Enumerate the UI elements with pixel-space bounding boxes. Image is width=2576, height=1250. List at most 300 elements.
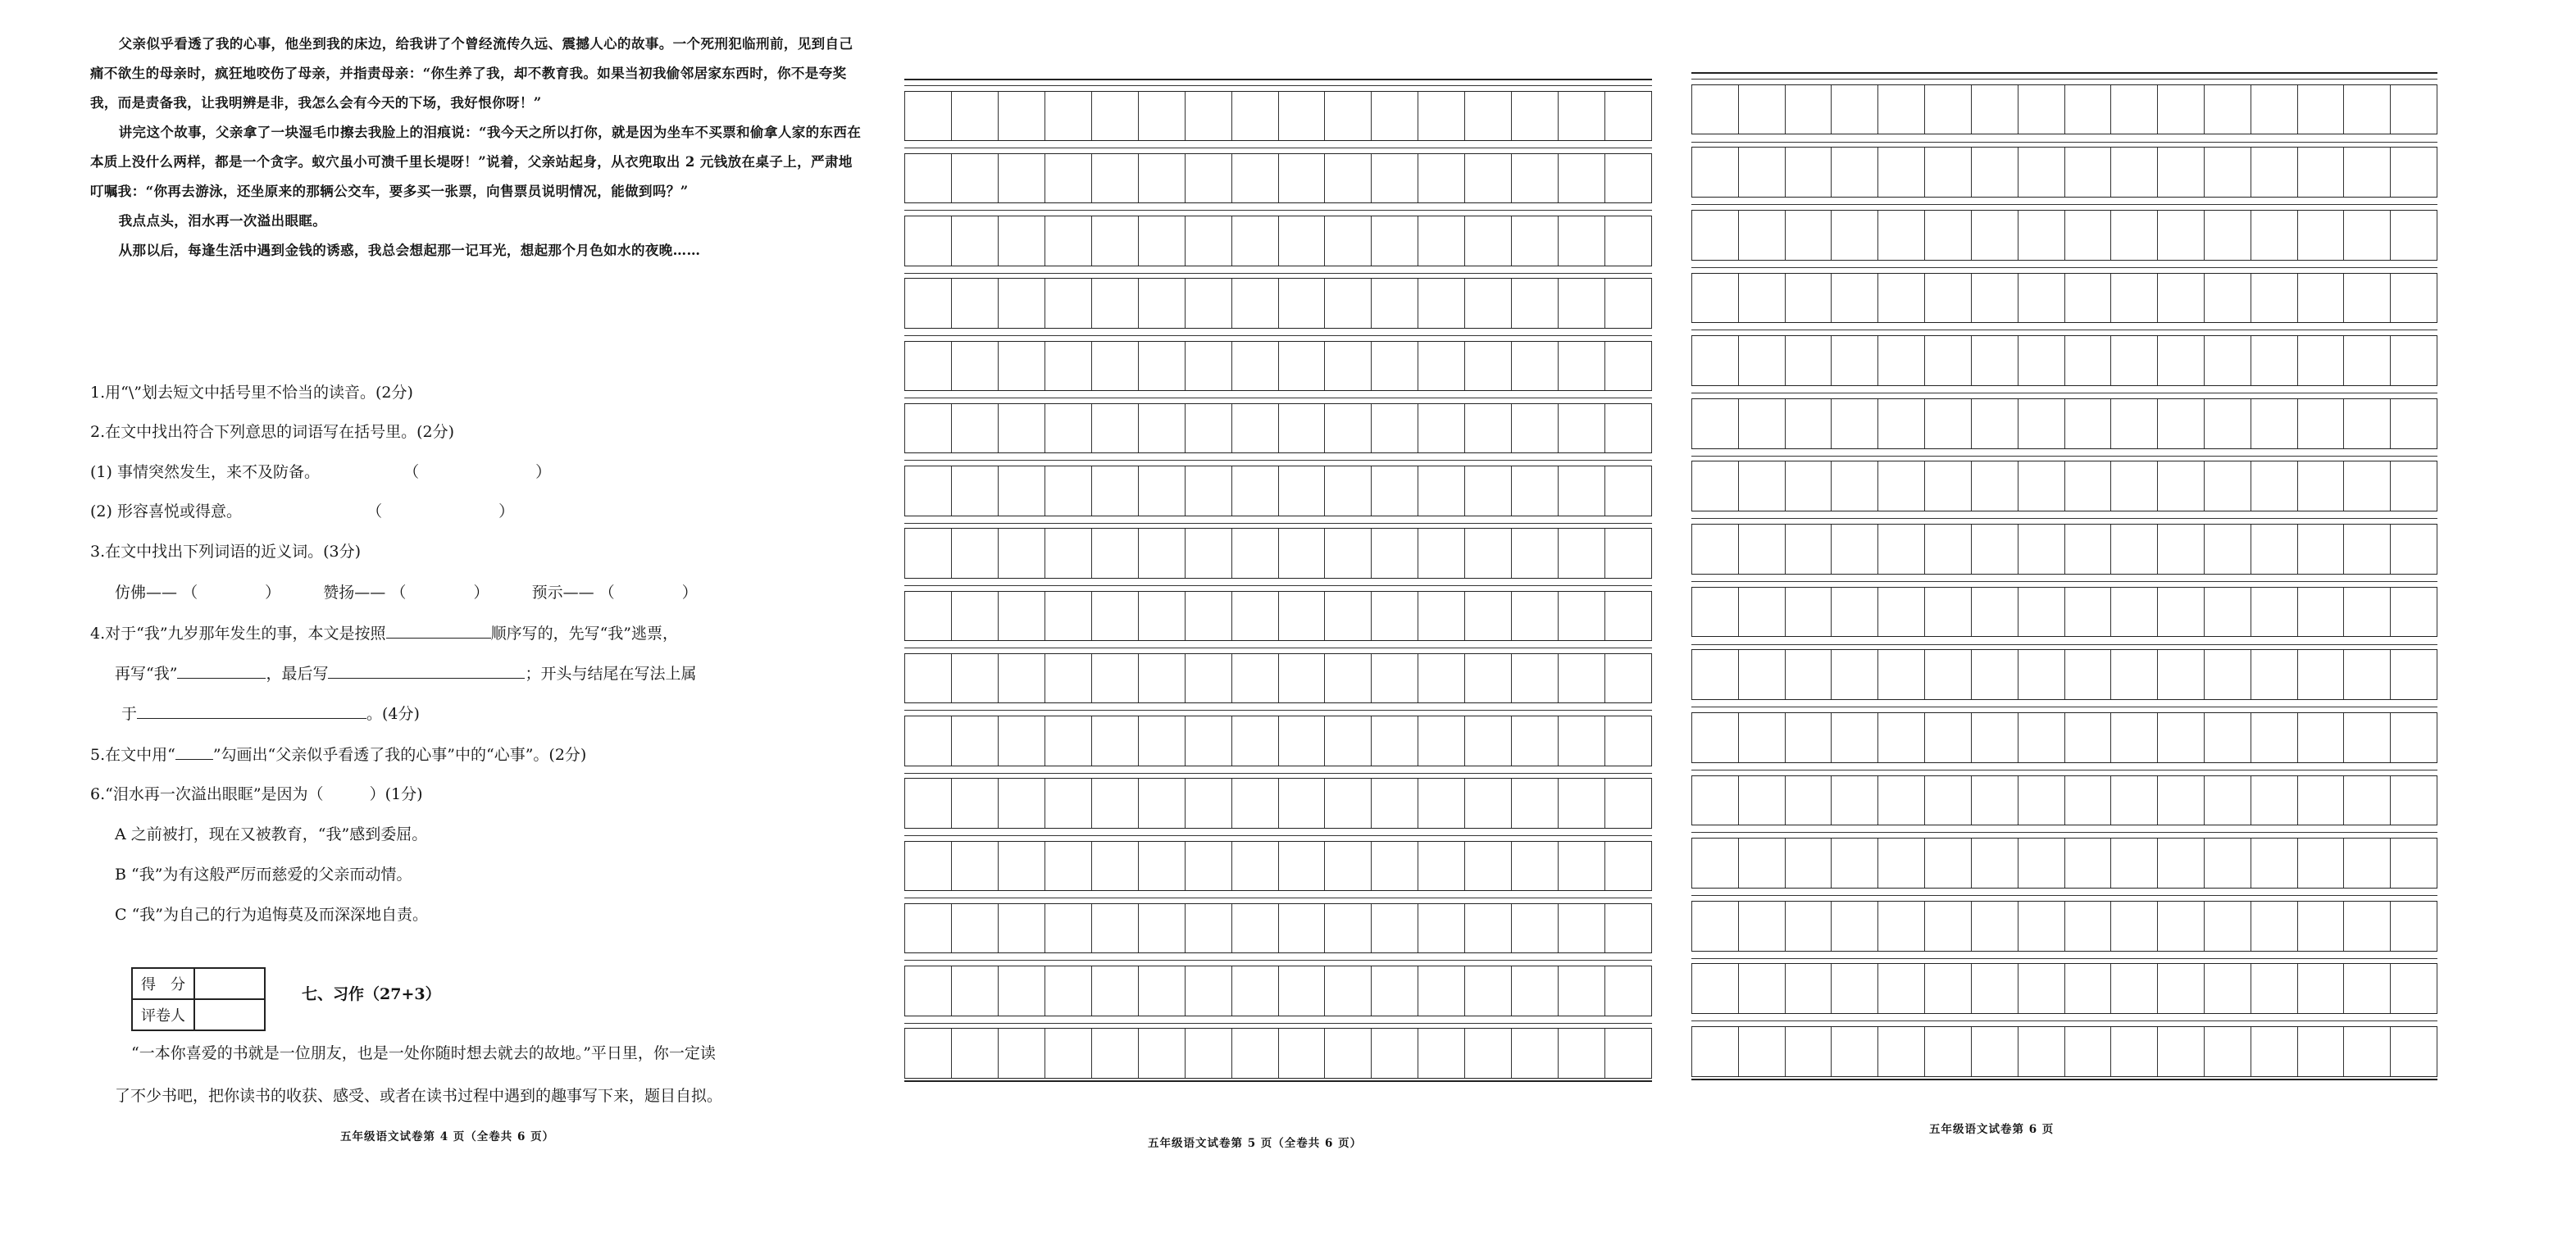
grid-cell[interactable] [2390, 525, 2437, 574]
grid-cell[interactable] [951, 279, 998, 327]
grid-cell[interactable] [951, 654, 998, 702]
grid-cell[interactable] [1831, 964, 1877, 1013]
grid-cell[interactable] [1418, 342, 1464, 390]
grid-cell[interactable] [1091, 92, 1138, 140]
grid-cell[interactable] [2251, 713, 2297, 762]
grid-cell[interactable] [1138, 216, 1185, 265]
grid-cell[interactable] [951, 1029, 998, 1077]
grid-cell[interactable] [1418, 966, 1464, 1015]
grid-cell[interactable] [1604, 904, 1652, 952]
grid-cell[interactable] [2390, 776, 2437, 825]
grid-cell[interactable] [1691, 461, 1738, 511]
grid-cell[interactable] [2204, 902, 2251, 951]
grid-cell[interactable] [951, 966, 998, 1015]
grid-cell[interactable] [1231, 966, 1278, 1015]
grid-cell[interactable] [2018, 776, 2064, 825]
grid-cell[interactable] [1924, 274, 1971, 323]
grid-cell[interactable] [1511, 529, 1558, 577]
grid-cell[interactable] [1738, 839, 1785, 888]
grid-cell[interactable] [1511, 466, 1558, 515]
grid-cell[interactable] [1138, 466, 1185, 515]
last-event-blank[interactable] [328, 660, 525, 679]
grid-cell[interactable] [998, 592, 1045, 640]
grid-cell[interactable] [2157, 336, 2204, 385]
writing-method-blank[interactable] [137, 700, 366, 719]
grid-cell[interactable] [1138, 716, 1185, 765]
grid-cell[interactable] [2110, 713, 2157, 762]
grid-cell[interactable] [2204, 588, 2251, 637]
grid-cell[interactable] [1604, 529, 1652, 577]
grid-cell[interactable] [904, 779, 951, 827]
grid-cell[interactable] [1971, 650, 2018, 699]
grid-cell[interactable] [1511, 592, 1558, 640]
grid-cell[interactable] [998, 342, 1045, 390]
grid-cell[interactable] [1464, 404, 1511, 452]
grid-cell[interactable] [1924, 399, 1971, 448]
grid-cell[interactable] [904, 92, 951, 140]
grid-cell[interactable] [2251, 274, 2297, 323]
grid-cell[interactable] [1091, 279, 1138, 327]
grid-cell[interactable] [1185, 404, 1231, 452]
grid-cell[interactable] [1091, 779, 1138, 827]
grid-cell[interactable] [1877, 148, 1924, 197]
grid-cell[interactable] [1231, 92, 1278, 140]
grid-cell[interactable] [1464, 1029, 1511, 1077]
grid-cell[interactable] [1971, 461, 2018, 511]
grid-cell[interactable] [1558, 904, 1604, 952]
grid-cell[interactable] [1831, 839, 1877, 888]
grid-cell[interactable] [1091, 904, 1138, 952]
grid-cell[interactable] [1971, 211, 2018, 260]
grid-cell[interactable] [1831, 399, 1877, 448]
grid-cell[interactable] [904, 154, 951, 202]
grid-cell[interactable] [998, 466, 1045, 515]
grid-cell[interactable] [1785, 274, 1832, 323]
grid-cell[interactable] [1418, 904, 1464, 952]
grid-cell[interactable] [2064, 525, 2111, 574]
grid-cell[interactable] [2110, 85, 2157, 134]
grid-cell[interactable] [2343, 776, 2390, 825]
grid-cell[interactable] [1231, 1029, 1278, 1077]
grid-cell[interactable] [1324, 154, 1371, 202]
grid-cell[interactable] [2110, 839, 2157, 888]
grid-cell[interactable] [1418, 654, 1464, 702]
grid-cell[interactable] [2157, 713, 2204, 762]
grid-cell[interactable] [2157, 776, 2204, 825]
second-event-blank[interactable] [177, 660, 266, 679]
grid-cell[interactable] [2157, 588, 2204, 637]
grid-cell[interactable] [1418, 716, 1464, 765]
grid-cell[interactable] [1924, 902, 1971, 951]
grid-cell[interactable] [1971, 902, 2018, 951]
grid-cell[interactable] [1738, 461, 1785, 511]
grid-cell[interactable] [1418, 92, 1464, 140]
grid-cell[interactable] [1738, 1027, 1785, 1076]
grid-cell[interactable] [2390, 399, 2437, 448]
grid-cell[interactable] [2110, 399, 2157, 448]
grid-cell[interactable] [1604, 842, 1652, 890]
grid-cell[interactable] [2204, 148, 2251, 197]
grid-cell[interactable] [2064, 399, 2111, 448]
grid-cell[interactable] [1558, 592, 1604, 640]
grid-cell[interactable] [1138, 592, 1185, 640]
grid-cell[interactable] [2343, 1027, 2390, 1076]
grid-cell[interactable] [1971, 336, 2018, 385]
grid-cell[interactable] [998, 1029, 1045, 1077]
grid-cell[interactable] [1604, 779, 1652, 827]
grid-cell[interactable] [1604, 716, 1652, 765]
grid-cell[interactable] [951, 216, 998, 265]
grid-cell[interactable] [1091, 1029, 1138, 1077]
grid-cell[interactable] [1558, 716, 1604, 765]
grid-cell[interactable] [1511, 779, 1558, 827]
grid-cell[interactable] [1558, 92, 1604, 140]
grid-cell[interactable] [1371, 404, 1418, 452]
grid-cell[interactable] [1324, 92, 1371, 140]
grid-cell[interactable] [1231, 716, 1278, 765]
grid-cell[interactable] [1785, 461, 1832, 511]
grid-cell[interactable] [998, 654, 1045, 702]
grid-cell[interactable] [2204, 776, 2251, 825]
grid-cell[interactable] [2297, 211, 2344, 260]
grid-cell[interactable] [1091, 342, 1138, 390]
grid-cell[interactable] [1278, 404, 1325, 452]
grid-cell[interactable] [1464, 779, 1511, 827]
grid-cell[interactable] [1278, 154, 1325, 202]
grid-cell[interactable] [1785, 85, 1832, 134]
grid-cell[interactable] [1738, 336, 1785, 385]
grid-cell[interactable] [1231, 904, 1278, 952]
grid-cell[interactable] [2157, 399, 2204, 448]
grid-cell[interactable] [1785, 776, 1832, 825]
grid-cell[interactable] [951, 842, 998, 890]
grid-cell[interactable] [998, 279, 1045, 327]
grid-cell[interactable] [1877, 713, 1924, 762]
grid-cell[interactable] [1511, 342, 1558, 390]
grid-cell[interactable] [2390, 336, 2437, 385]
grid-cell[interactable] [1971, 964, 2018, 1013]
grid-cell[interactable] [1464, 966, 1511, 1015]
grid-cell[interactable] [1278, 279, 1325, 327]
grid-cell[interactable] [1877, 85, 1924, 134]
grid-cell[interactable] [1045, 779, 1091, 827]
option-a[interactable]: A 之前被打，现在又被教育，“我”感到委屈。 [115, 825, 428, 843]
grid-cell[interactable] [2297, 776, 2344, 825]
grid-cell[interactable] [1558, 842, 1604, 890]
grid-cell[interactable] [2343, 148, 2390, 197]
grid-cell[interactable] [2390, 148, 2437, 197]
grid-cell[interactable] [1185, 592, 1231, 640]
grid-cell[interactable] [2018, 588, 2064, 637]
grid-cell[interactable] [2297, 964, 2344, 1013]
grid-cell[interactable] [2251, 211, 2297, 260]
grid-cell[interactable] [1138, 92, 1185, 140]
grid-cell[interactable] [2064, 776, 2111, 825]
grid-cell[interactable] [1511, 216, 1558, 265]
grid-cell[interactable] [1924, 776, 1971, 825]
grid-cell[interactable] [1511, 154, 1558, 202]
grid-cell[interactable] [2390, 461, 2437, 511]
grid-cell[interactable] [1971, 274, 2018, 323]
grid-cell[interactable] [1278, 529, 1325, 577]
grid-cell[interactable] [1464, 716, 1511, 765]
grid-cell[interactable] [1877, 964, 1924, 1013]
grid-cell[interactable] [1558, 779, 1604, 827]
grid-cell[interactable] [1138, 654, 1185, 702]
grid-cell[interactable] [2064, 839, 2111, 888]
grid-cell[interactable] [2018, 274, 2064, 323]
grid-cell[interactable] [2110, 902, 2157, 951]
grid-cell[interactable] [1691, 274, 1738, 323]
grid-cell[interactable] [998, 904, 1045, 952]
grid-cell[interactable] [1831, 650, 1877, 699]
grid-cell[interactable] [2297, 148, 2344, 197]
grid-cell[interactable] [1785, 713, 1832, 762]
grid-cell[interactable] [1738, 148, 1785, 197]
grid-cell[interactable] [2251, 461, 2297, 511]
grid-cell[interactable] [1371, 342, 1418, 390]
grid-cell[interactable] [2297, 1027, 2344, 1076]
grid-cell[interactable] [1231, 592, 1278, 640]
grid-cell[interactable] [1324, 404, 1371, 452]
grid-cell[interactable] [998, 154, 1045, 202]
grid-cell[interactable] [1045, 904, 1091, 952]
grid-cell[interactable] [1185, 466, 1231, 515]
grid-cell[interactable] [2251, 839, 2297, 888]
grid-cell[interactable] [1138, 154, 1185, 202]
grid-cell[interactable] [1045, 216, 1091, 265]
grid-cell[interactable] [1324, 466, 1371, 515]
grid-cell[interactable] [1185, 716, 1231, 765]
grid-cell[interactable] [1371, 842, 1418, 890]
grid-cell[interactable] [1604, 154, 1652, 202]
grid-cell[interactable] [2297, 336, 2344, 385]
grid-cell[interactable] [1738, 588, 1785, 637]
grid-cell[interactable] [2157, 148, 2204, 197]
grid-cell[interactable] [1324, 216, 1371, 265]
grid-cell[interactable] [1738, 650, 1785, 699]
grid-cell[interactable] [2251, 650, 2297, 699]
grid-cell[interactable] [2297, 588, 2344, 637]
grid-cell[interactable] [1324, 966, 1371, 1015]
grid-cell[interactable] [1558, 216, 1604, 265]
grid-cell[interactable] [1558, 966, 1604, 1015]
grid-cell[interactable] [1691, 1027, 1738, 1076]
grid-cell[interactable] [1045, 466, 1091, 515]
grid-cell[interactable] [2157, 650, 2204, 699]
grid-cell[interactable] [1185, 342, 1231, 390]
grid-cell[interactable] [1278, 342, 1325, 390]
grid-cell[interactable] [1464, 466, 1511, 515]
grid-cell[interactable] [2390, 902, 2437, 951]
grid-cell[interactable] [1877, 274, 1924, 323]
grid-cell[interactable] [1138, 966, 1185, 1015]
grid-cell[interactable] [1045, 966, 1091, 1015]
grid-cell[interactable] [1511, 279, 1558, 327]
grid-cell[interactable] [1091, 966, 1138, 1015]
grid-cell[interactable] [1418, 466, 1464, 515]
grid-cell[interactable] [2204, 650, 2251, 699]
grid-cell[interactable] [1877, 1027, 1924, 1076]
grid-cell[interactable] [1324, 279, 1371, 327]
grid-cell[interactable] [1691, 399, 1738, 448]
grid-cell[interactable] [904, 904, 951, 952]
grid-cell[interactable] [2064, 211, 2111, 260]
grid-cell[interactable] [1558, 529, 1604, 577]
grid-cell[interactable] [2251, 525, 2297, 574]
grid-cell[interactable] [1278, 842, 1325, 890]
grid-cell[interactable] [1464, 904, 1511, 952]
grid-cell[interactable] [2204, 336, 2251, 385]
grid-cell[interactable] [1045, 529, 1091, 577]
grid-cell[interactable] [1045, 716, 1091, 765]
grid-cell[interactable] [951, 779, 998, 827]
score-box[interactable] [194, 968, 265, 999]
grid-cell[interactable] [1371, 466, 1418, 515]
grid-cell[interactable] [2157, 461, 2204, 511]
grid-cell[interactable] [1045, 1029, 1091, 1077]
grid-cell[interactable] [1371, 92, 1418, 140]
grid-cell[interactable] [2064, 588, 2111, 637]
grid-cell[interactable] [1691, 650, 1738, 699]
grid-cell[interactable] [904, 529, 951, 577]
grid-cell[interactable] [1971, 399, 2018, 448]
grid-cell[interactable] [1604, 654, 1652, 702]
grid-cell[interactable] [1971, 85, 2018, 134]
grid-cell[interactable] [1691, 713, 1738, 762]
grid-cell[interactable] [1831, 274, 1877, 323]
grid-cell[interactable] [1464, 654, 1511, 702]
grid-cell[interactable] [1604, 342, 1652, 390]
grid-cell[interactable] [1045, 654, 1091, 702]
grid-cell[interactable] [1231, 779, 1278, 827]
grid-cell[interactable] [2390, 211, 2437, 260]
grid-cell[interactable] [2018, 336, 2064, 385]
grid-cell[interactable] [1831, 85, 1877, 134]
grid-cell[interactable] [1464, 92, 1511, 140]
grid-cell[interactable] [1185, 1029, 1231, 1077]
grid-cell[interactable] [1924, 461, 1971, 511]
grid-cell[interactable] [1231, 529, 1278, 577]
grid-cell[interactable] [2204, 713, 2251, 762]
grid-cell[interactable] [904, 466, 951, 515]
grid-cell[interactable] [1464, 279, 1511, 327]
grid-cell[interactable] [1785, 902, 1832, 951]
grid-cell[interactable] [2251, 85, 2297, 134]
grid-cell[interactable] [1738, 964, 1785, 1013]
grid-cell[interactable] [1785, 525, 1832, 574]
grid-cell[interactable] [1045, 404, 1091, 452]
grid-cell[interactable] [1371, 654, 1418, 702]
grid-cell[interactable] [1785, 1027, 1832, 1076]
grid-cell[interactable] [1231, 466, 1278, 515]
grid-cell[interactable] [2204, 461, 2251, 511]
grid-cell[interactable] [1511, 904, 1558, 952]
grid-cell[interactable] [1371, 216, 1418, 265]
grid-cell[interactable] [1785, 399, 1832, 448]
grid-cell[interactable] [1371, 966, 1418, 1015]
grid-cell[interactable] [1185, 529, 1231, 577]
grid-cell[interactable] [1138, 904, 1185, 952]
grid-cell[interactable] [1091, 842, 1138, 890]
grid-cell[interactable] [1278, 904, 1325, 952]
grid-cell[interactable] [1185, 654, 1231, 702]
grid-cell[interactable] [2390, 274, 2437, 323]
grid-cell[interactable] [2018, 650, 2064, 699]
grid-cell[interactable] [1464, 529, 1511, 577]
grid-cell[interactable] [2064, 336, 2111, 385]
grid-cell[interactable] [2064, 85, 2111, 134]
grid-cell[interactable] [2251, 148, 2297, 197]
grid-cell[interactable] [2157, 839, 2204, 888]
grid-cell[interactable] [1877, 525, 1924, 574]
grid-cell[interactable] [2251, 336, 2297, 385]
grid-cell[interactable] [1231, 654, 1278, 702]
grid-cell[interactable] [1924, 336, 1971, 385]
grid-cell[interactable] [1091, 466, 1138, 515]
grid-cell[interactable] [2297, 525, 2344, 574]
grid-cell[interactable] [1278, 1029, 1325, 1077]
grid-cell[interactable] [2297, 461, 2344, 511]
grid-cell[interactable] [998, 92, 1045, 140]
grid-cell[interactable] [904, 842, 951, 890]
grid-cell[interactable] [1604, 92, 1652, 140]
grid-cell[interactable] [2204, 211, 2251, 260]
grid-cell[interactable] [2343, 85, 2390, 134]
grid-cell[interactable] [1558, 466, 1604, 515]
grid-cell[interactable] [1691, 964, 1738, 1013]
grid-cell[interactable] [2157, 902, 2204, 951]
grid-cell[interactable] [1738, 525, 1785, 574]
grid-cell[interactable] [2064, 274, 2111, 323]
grid-cell[interactable] [904, 716, 951, 765]
grid-cell[interactable] [2204, 399, 2251, 448]
grid-cell[interactable] [2251, 588, 2297, 637]
grid-cell[interactable] [2390, 588, 2437, 637]
grid-cell[interactable] [2297, 713, 2344, 762]
grid-cell[interactable] [1091, 529, 1138, 577]
grid-cell[interactable] [951, 716, 998, 765]
grid-cell[interactable] [1877, 211, 1924, 260]
grid-cell[interactable] [1511, 1029, 1558, 1077]
order-blank[interactable] [386, 620, 491, 639]
grid-cell[interactable] [1231, 842, 1278, 890]
grid-cell[interactable] [2390, 650, 2437, 699]
grid-cell[interactable] [1278, 466, 1325, 515]
grid-cell[interactable] [1091, 154, 1138, 202]
grid-cell[interactable] [1831, 336, 1877, 385]
grid-cell[interactable] [2157, 274, 2204, 323]
grid-cell[interactable] [1185, 904, 1231, 952]
grid-cell[interactable] [1091, 716, 1138, 765]
grid-cell[interactable] [1924, 1027, 1971, 1076]
grid-cell[interactable] [2018, 399, 2064, 448]
grid-cell[interactable] [1371, 154, 1418, 202]
grid-cell[interactable] [1558, 1029, 1604, 1077]
grid-cell[interactable] [1278, 716, 1325, 765]
grid-cell[interactable] [1231, 404, 1278, 452]
grid-cell[interactable] [1138, 342, 1185, 390]
grid-cell[interactable] [998, 404, 1045, 452]
grid-cell[interactable] [1138, 404, 1185, 452]
grid-cell[interactable] [951, 154, 998, 202]
grid-cell[interactable] [1558, 342, 1604, 390]
grid-cell[interactable] [1691, 839, 1738, 888]
grid-cell[interactable] [1418, 404, 1464, 452]
grid-cell[interactable] [1091, 592, 1138, 640]
grid-cell[interactable] [1785, 650, 1832, 699]
grader-box[interactable] [194, 999, 265, 1030]
